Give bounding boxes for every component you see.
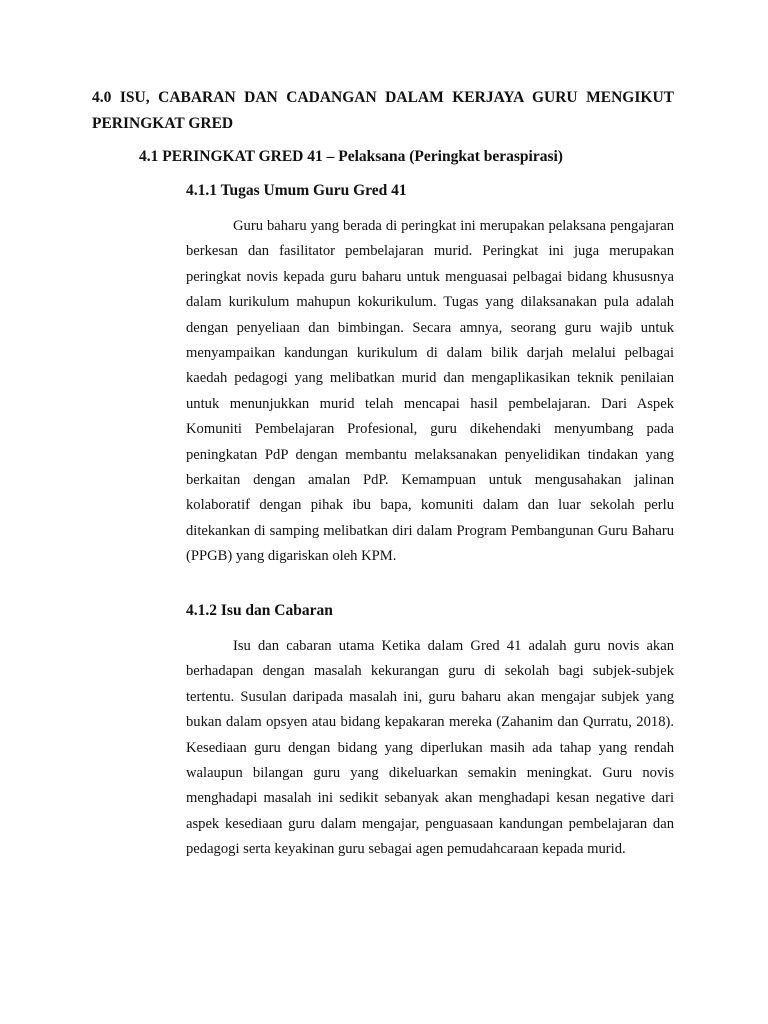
subsection-heading: 4.1 PERINGKAT GRED 41 – Pelaksana (Peringkat beraspirasi) <box>139 148 563 165</box>
sub-subsection-heading-isu-cabaran: 4.1.2 Isu dan Cabaran <box>186 602 333 619</box>
section-heading: 4.0 ISU, CABARAN DAN CADANGAN DALAM KERJAYA GURU MENGIKUT PERINGKAT GRED <box>92 89 674 132</box>
paragraph-isu-cabaran: Isu dan cabaran utama Ketika dalam Gred 41 adalah guru novis akan berhadapan dengan masalah kekurangan guru di sekolah bagi subjek-subjek tertentu. Susulan daripada masalah ini, guru baharu akan mengajar subjek yang bukan dalam opsyen atau bidang kepakaran mereka (Zahanim dan Qurratu, 2018). Kesediaan guru dengan bidang yang diperlukan masih ada tahap yang rendah walaupun bilangan guru yang dikeluarkan semakin meningkat. Guru novis menghadapi masalah ini sedikit sebanyak akan menghadapi kesan negative dari aspek kesediaan guru dalam mengajar, penguasaan kandungan pembelajaran dan pedagogi serta keyakinan guru sebagai agen pemudahcaraan kepada murid. <box>186 638 674 858</box>
sub-subsection-heading-tugas-umum: 4.1.1 Tugas Umum Guru Gred 41 <box>186 182 407 199</box>
paragraph-tugas-umum: Guru baharu yang berada di peringkat ini merupakan pelaksana pengajaran berkesan dan fasilitator pembelajaran murid. Peringkat ini juga merupakan peringkat novis kepada guru baharu untuk menguasai pelbagai bidang khususnya dalam kurikulum mahupun kokurikulum. Tugas yang dilaksanakan pula adalah dengan penyeliaan dan bimbingan. Secara amnya, seorang guru wajib untuk menyampaikan kandungan kurikulum di dalam bilik darjah melalui pelbagai kaedah pedagogi yang melibatkan murid dan mengaplikasikan teknik penilaian untuk menunjukkan murid telah mencapai hasil pembelajaran. Dari Aspek Komuniti Pembelajaran Profesional, guru dikehendaki menyumbang pada peningkatan PdP dengan membantu melaksanakan penyelidikan tindakan yang berkaitan dengan amalan PdP. Kemampuan untuk mengusahakan jalinan kolaboratif dengan pihak ibu bapa, komuniti dalam dan luar sekolah perlu ditekankan di samping melibatkan diri dalam Program Pembangunan Guru Baharu (PPGB) yang digariskan oleh KPM. <box>186 218 674 565</box>
